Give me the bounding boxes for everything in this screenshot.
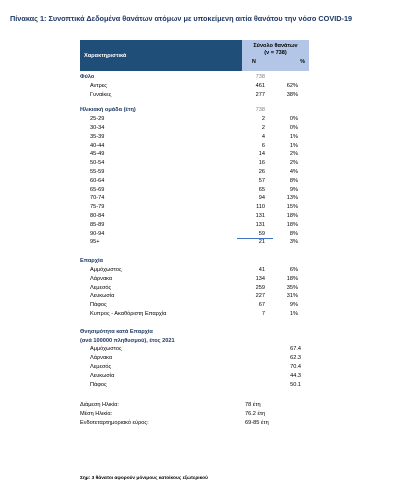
- row-label: Λάρνακα: [90, 355, 113, 362]
- divider: [237, 238, 273, 239]
- table-row: [80, 401, 309, 410]
- table-row: [80, 419, 309, 428]
- stat-value: 78 έτη: [245, 402, 261, 409]
- row-label: 65-69: [90, 186, 105, 193]
- table-row: [80, 354, 309, 363]
- row-label: 80-84: [90, 212, 105, 219]
- row-label: Πάφος: [90, 302, 107, 309]
- row-label: Λεμεσός: [90, 284, 112, 291]
- row-label: 25-29: [90, 116, 105, 123]
- stat-value: 69-85 έτη: [245, 419, 269, 426]
- row-n: 41: [258, 266, 265, 273]
- row-pct: 3%: [289, 239, 298, 246]
- row-n: 110: [256, 204, 265, 211]
- table-row: [80, 372, 309, 381]
- row-label: 50-54: [90, 160, 105, 167]
- sex-total: 738: [255, 74, 265, 80]
- row-n: 4: [261, 133, 265, 140]
- table-row: [80, 221, 309, 230]
- table-row: [80, 275, 309, 284]
- table-row: [80, 177, 309, 186]
- table-row: [80, 133, 309, 142]
- header-total-line1: Σύνολο θανάτων: [253, 43, 298, 49]
- row-n: 6: [261, 142, 265, 149]
- section-heading-district: [80, 257, 309, 266]
- section-heading-age: [80, 106, 309, 115]
- row-rate: 44.3: [290, 372, 301, 379]
- table-row: [80, 168, 309, 177]
- row-label: Λευκωσία: [90, 293, 115, 300]
- table-row: [80, 284, 309, 293]
- row-n: 131: [255, 221, 265, 228]
- row-rate: 70.4: [290, 363, 301, 370]
- row-n: 259: [255, 284, 265, 291]
- age-heading: Ηλικιακή ομάδα (έτη): [80, 107, 136, 114]
- row-rate: 67.4: [290, 346, 301, 353]
- table-row: [80, 142, 309, 151]
- table-row: [80, 82, 309, 91]
- row-n: 2: [261, 116, 265, 123]
- row-n: 59: [258, 230, 265, 237]
- row-n: 16: [258, 160, 265, 167]
- age-total: 738: [255, 107, 265, 114]
- table-row: [80, 301, 309, 310]
- row-pct: 1%: [289, 310, 298, 317]
- table-row: [80, 115, 309, 124]
- row-pct: 9%: [289, 302, 298, 309]
- section-heading-sex: [80, 73, 309, 82]
- row-rate: 50.1: [290, 381, 301, 388]
- table-row: [80, 186, 309, 195]
- row-label: Κυπρος - Ακαθόριστη Επαρχία: [90, 310, 167, 317]
- row-n: 57: [258, 177, 265, 184]
- district-heading: Επαρχία: [80, 258, 103, 265]
- row-n: 21: [258, 239, 265, 246]
- row-pct: 62%: [286, 82, 298, 89]
- stat-label: Διάμεση Ηλικία:: [80, 402, 119, 409]
- table-row: [80, 410, 309, 419]
- row-label: 70-74: [90, 195, 105, 202]
- table-row: [80, 194, 309, 203]
- row-pct: 2%: [289, 151, 298, 158]
- row-pct: 6%: [289, 266, 298, 273]
- row-pct: 18%: [286, 275, 298, 282]
- row-pct: 31%: [286, 293, 298, 300]
- table-row: [80, 159, 309, 168]
- row-n: 2: [261, 124, 265, 131]
- row-n: 461: [255, 82, 265, 89]
- table-row: [80, 150, 309, 159]
- row-pct: 9%: [289, 186, 298, 193]
- table-row: [80, 310, 309, 319]
- footnote: Σημ: 3 θάνατοι αφορούν μόνιμους κατοίκους εξωτερικού: [80, 476, 208, 481]
- table-row: [80, 124, 309, 133]
- table-row: [80, 381, 309, 390]
- row-pct: 8%: [289, 230, 298, 237]
- row-label: Λεμεσός: [90, 363, 112, 370]
- row-n: 7: [261, 310, 265, 317]
- row-label: 40-44: [90, 142, 105, 149]
- row-pct: 4%: [289, 168, 298, 175]
- row-label: 30-34: [90, 124, 105, 131]
- row-pct: 15%: [286, 204, 298, 211]
- row-pct: 38%: [286, 91, 298, 98]
- row-label: Αντρες: [90, 82, 108, 89]
- row-n: 277: [255, 91, 265, 98]
- row-n: 14: [258, 151, 265, 158]
- row-pct: 18%: [286, 221, 298, 228]
- table-row: [80, 230, 309, 239]
- row-pct: 18%: [286, 212, 298, 219]
- summary-table: [80, 40, 309, 428]
- row-label: 45-49: [90, 151, 105, 158]
- row-label: 35-39: [90, 133, 105, 140]
- row-pct: 1%: [289, 133, 298, 140]
- stat-label: Ενδοτεταρτημοριακό εύρος:: [80, 419, 149, 426]
- row-label: Πάφος: [90, 381, 107, 388]
- row-label: Λάρνακα: [90, 275, 113, 282]
- sex-heading: Φύλο: [80, 74, 95, 80]
- row-n: 227: [255, 293, 265, 300]
- mortality-heading: Θνησιμότητα κατά Επαρχία: [80, 328, 153, 335]
- section-heading-mortality: [80, 328, 309, 337]
- stat-value: 76.2 έτη: [245, 411, 266, 418]
- row-pct: 35%: [286, 284, 298, 291]
- row-n: 26: [258, 168, 265, 175]
- header-col-pct: %: [300, 59, 305, 65]
- stat-label: Μέση Ηλικία:: [80, 411, 113, 418]
- row-label: Λευκωσία: [90, 372, 115, 379]
- row-label: 85-89: [90, 221, 105, 228]
- row-label: 60-64: [90, 177, 105, 184]
- row-pct: 8%: [289, 177, 298, 184]
- header-total: [242, 40, 309, 71]
- row-label: 90-94: [90, 230, 105, 237]
- row-pct: 0%: [289, 116, 298, 123]
- row-n: 94: [258, 195, 265, 202]
- section-subheading-mortality: [80, 337, 309, 346]
- header-col-n: N: [252, 59, 256, 65]
- row-n: 131: [255, 212, 265, 219]
- row-label: 95+: [90, 239, 100, 246]
- table-title: Πίνακας 1: Συνοπτικά Δεδομένα θανάτων ατόμων με υποκείμενη αιτία θανάτου την νόσο COVID-19: [10, 14, 353, 23]
- row-pct: 13%: [286, 195, 298, 202]
- row-n: 67: [258, 302, 265, 309]
- header-characteristics: Χαρακτηριστικά: [84, 52, 127, 59]
- row-pct: 1%: [289, 142, 298, 149]
- row-label: 55-59: [90, 168, 105, 175]
- table-row: [80, 363, 309, 372]
- row-n: 134: [255, 275, 265, 282]
- table-row: [80, 212, 309, 221]
- row-pct: 2%: [289, 160, 298, 167]
- table-row: [80, 266, 309, 275]
- table-row: [80, 345, 309, 354]
- table-header: [80, 40, 309, 71]
- table-row: [80, 292, 309, 301]
- header-total-line2: (ν = 738): [264, 50, 287, 56]
- row-n: 65: [258, 186, 265, 193]
- mortality-subheading: (ανά 100000 πληθυσμού), έτος 2021: [80, 337, 175, 344]
- table-row: [80, 238, 309, 247]
- row-label: Αμμόχωστος: [90, 346, 122, 353]
- row-label: 75-79: [90, 204, 105, 211]
- table-row: [80, 91, 309, 100]
- table-row: [80, 203, 309, 212]
- row-label: Γυναίκες: [90, 91, 112, 98]
- row-rate: 62.3: [290, 355, 301, 362]
- row-pct: 0%: [289, 124, 298, 131]
- row-label: Αμμόχωστος: [90, 266, 122, 273]
